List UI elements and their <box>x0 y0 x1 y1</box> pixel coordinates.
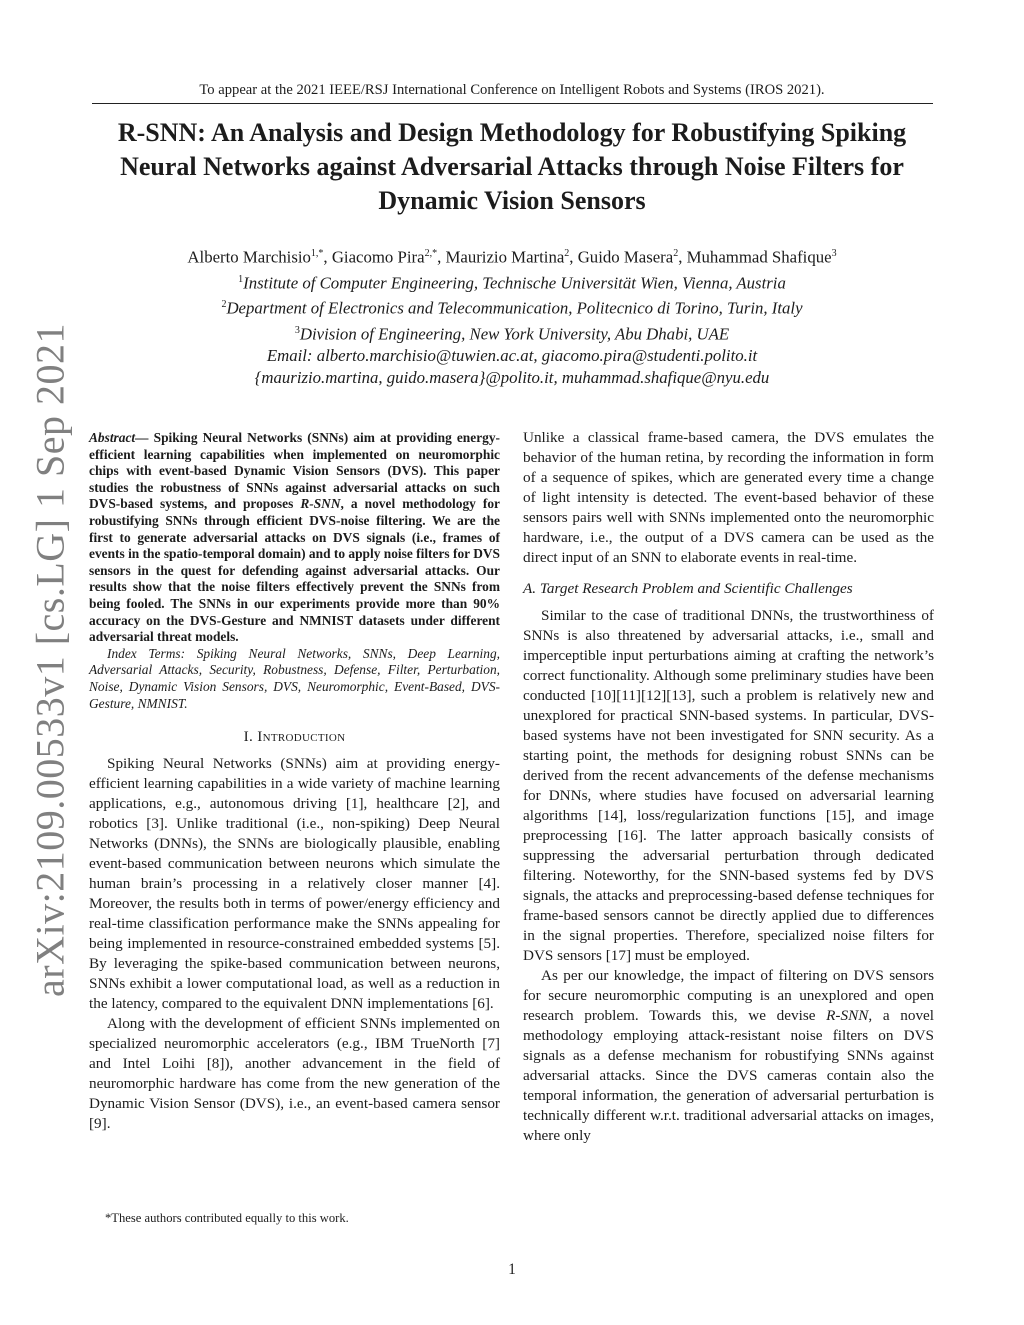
email-line-1: Email: alberto.marchisio@tuwien.ac.at, giacomo.pira@studenti.polito.it <box>266 346 758 366</box>
header-rule <box>92 103 933 104</box>
footnote-equal-contribution: *These authors contributed equally to this work. <box>105 1211 349 1225</box>
author-list: Alberto Marchisio$^{1,*}$, Giacomo Pira$^{2,*}$, Maurizio Martina$^2$, Guido Masera$^2$, Muhammad Shafique$^3$ <box>187 247 837 267</box>
arxiv-identifier-stamp: arXiv:2109.00533v1 [cs.LG] 1 Sep 2021 <box>27 323 73 997</box>
author-name: Maurizio Martina <box>445 247 565 267</box>
author-name: Muhammad Shafique <box>686 247 832 267</box>
left-column <box>89 430 500 1134</box>
author-name: Giacomo Pira <box>331 247 425 267</box>
author-affiliation-mark: 2 <box>673 248 679 259</box>
subsection-heading-research-problem: A. Target Research Problem and Scientific Challenges <box>523 580 853 597</box>
index-terms: Index Terms: Spiking Neural Networks, SNNs, Deep Learning, Adversarial Attacks, Security, Robustness, Defense, Filter, Perturbation, Noise, Dynamic Vision Sensors, DVS, Neuromorphic, Event-Based, DVS-Gesture, NMNIST. <box>89 645 500 711</box>
affiliation-2: $^2$Department of Electronics and Telecommunication, Politecnico di Torino, Turin, Italy <box>221 298 803 318</box>
email-line-2: {maurizio.martina, guido.masera}@polito.it, muhammad.shafique@nyu.edu <box>254 368 770 388</box>
author-name: Guido Masera <box>577 247 674 267</box>
abstract: Abstract— Spiking Neural Networks (SNNs) aim at providing energy-efficient learning capabilities when implemented on neuromorphic chips with event-based Dynamic Vision Sensors (DVS). This paper studies the robustness of SNNs against adversarial attacks on such DVS-based systems, and proposes R-SNN, a novel methodology for robustifying SNNs through efficient DVS-noise filtering. We are the first to generate adversarial attacks on DVS signals (i.e., frames of events in the spatio-temporal domain) and to apply noise filters for DVS sensors in the quest for defending against adversarial attacks. Our results show that the noise filters effectively prevent the SNNs from being fooled. The SNNs in our experiments provide more than 90% accuracy on the DVS-Gesture and NMNIST datasets under different adversarial threat models. <box>89 430 500 645</box>
author-affiliation-mark: 3 <box>831 248 837 259</box>
author-affiliation-mark: 2 <box>564 248 570 259</box>
research-problem-paragraph: Similar to the case of traditional DNNs, the trustworthiness of SNNs is also threatened by adversarial attacks, i.e., small and imperceptible input perturbations aiming at crafting the network’s correct functionality. Although some preliminary studies have been conducted [10][11][12][13], such a problem is relatively new and unexplored for practical SNN-based systems. In particular, DVS-based systems have not been investigated for SNN security. As a starting point, the methods for designing robust SNNs can be derived from the recent advancements of the defense mechanisms for DNNs, where studies have focused on adversarial learning algorithms [14], loss/regularization functions [15], and image preprocessing [16]. The latter approach basically consists of suppressing the adversarial perturbation through dedicated filtering. Noteworthy, for the SNN-based systems fed by DVS signals, the attacks and preprocessing-based defense techniques for frame-based sensors cannot be directly applied due to differences in the signal properties. Therefore, specialized noise filters for DVS sensors [17] must be employed. <box>523 607 934 964</box>
intro-paragraph-1: Spiking Neural Networks (SNNs) aim at providing energy-efficient learning capabilities in a wide variety of machine learning applications, e.g., autonomous driving [1], healthcare [2], and robotics [3]. Unlike traditional (i.e., non-spiking) Deep Neural Networks (DNNs), the SNNs are biologically plausible, enabling event-based communication between neurons which simulate the human brain’s processing in a relatively closer manner [4]. Moreover, the results both in terms of power/energy efficiency and real-time classification performance make the SNNs appealing for being implemented in resource-constrained embedded systems [5]. By leveraging the spike-based communication between neurons, SNNs exhibit a lower computational load, as well as a reduction in the latency, compared to the equivalent DNN implementations [6]. <box>89 755 500 1013</box>
author-affiliation-mark: 2,* <box>424 248 438 259</box>
paper-title: R-SNN: An Analysis and Design Methodology for Robustifying Spiking Neural Networks against Adversarial Attacks through Noise Filters for Dynamic Vision Sensors <box>117 118 907 215</box>
author-affiliation-mark: 1,* <box>310 248 324 259</box>
contribution-paragraph: As per our knowledge, the impact of filtering on DVS sensors for secure neuromorphic computing is an unexplored and open research problem. Towards this, we devise R-SNN, a novel methodology employing attack-resistant noise filters on DVS signals as a defense mechanism for robustifying SNNs against adversarial attacks. Since the DVS cameras contain also the temporal information, the generation of adversarial perturbation is technically different w.r.t. traditional adversarial attacks on images, where only <box>523 967 935 1144</box>
conference-header-note: To appear at the 2021 IEEE/RSJ International Conference on Intelligent Robots and Systems (IROS 2021). <box>199 82 825 98</box>
section-heading-introduction: I. Introduction <box>243 728 346 746</box>
right-column <box>523 428 934 1146</box>
affiliation-1: $^1$Institute of Computer Engineering, Technische Universität Wien, Vienna, Austria <box>238 273 786 293</box>
page-number: 1 <box>508 1261 516 1278</box>
intro-paragraph-2: Along with the development of efficient SNNs implemented on specialized neuromorphic accelerators (e.g., IBM TrueNorth [7] and Intel Loihi [8]), another advancement in the field of neuromorphic hardware has come from the new generation of the Dynamic Vision Sensor (DVS), i.e., an event-based camera sensor [9]. <box>89 1015 500 1133</box>
author-name: Alberto Marchisio <box>187 247 311 267</box>
affiliation-3: $^3$Division of Engineering, New York University, Abu Dhabi, UAE <box>294 324 730 344</box>
author-block <box>92 243 932 389</box>
dvs-paragraph: Unlike a classical frame-based camera, the DVS emulates the behavior of the human retina, by recording the information in form of a sequence of spikes, which are generated every time a change of light intensity is detected. The event-based behavior of these sensors pairs well with SNNs implemented onto the neuromorphic hardware, i.e., the output of a DVS camera can be used as the direct input of an SNN to elaborate events in real-time. <box>523 429 934 566</box>
